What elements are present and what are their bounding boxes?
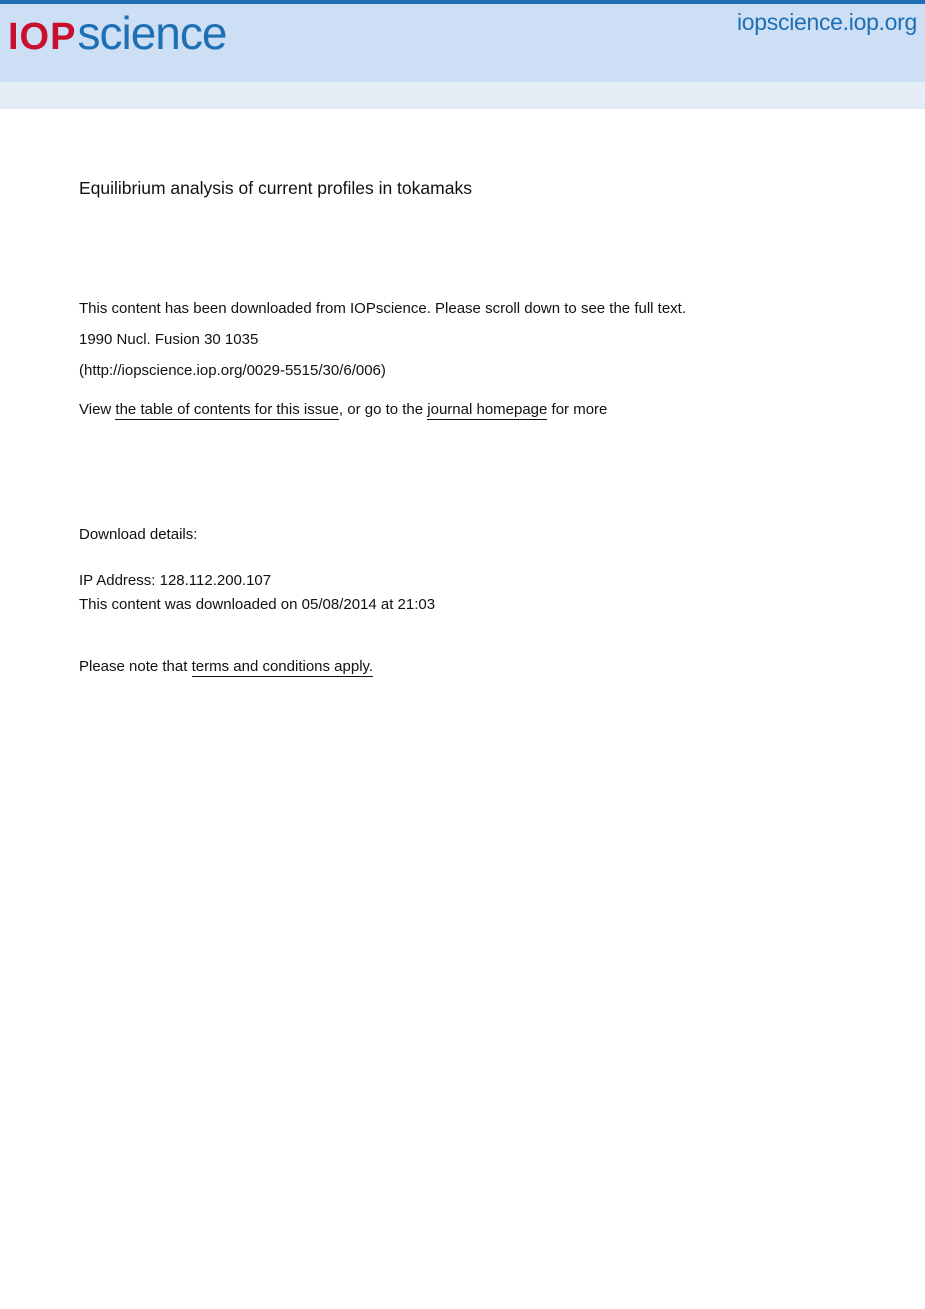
download-timestamp: This content was downloaded on 05/08/2014 at 21:03 [79, 596, 436, 613]
navigation-middle: , or go to the [338, 401, 428, 418]
logo-iop-text: IOP [8, 16, 77, 58]
citation: 1990 Nucl. Fusion 30 1035 [79, 331, 259, 348]
iopscience-logo[interactable] [8, 8, 226, 58]
navigation-prefix: View [79, 401, 116, 418]
download-notice: This content has been downloaded from IOPscience. Please scroll down to see the full text. [79, 300, 687, 317]
terms-line [79, 658, 373, 675]
table-of-contents-link[interactable]: the table of contents for this issue [115, 401, 339, 418]
terms-and-conditions-link[interactable]: terms and conditions apply. [191, 658, 374, 675]
subheader-band [0, 82, 925, 109]
download-details-heading: Download details: [79, 526, 198, 543]
article-title: Equilibrium analysis of current profiles in tokamaks [79, 178, 472, 198]
terms-prefix: Please note that [79, 658, 192, 675]
site-url-link[interactable]: iopscience.iop.org [737, 9, 917, 35]
header-banner [0, 4, 925, 82]
logo-science-text: science [77, 7, 227, 59]
ip-address: IP Address: 128.112.200.107 [79, 572, 272, 589]
navigation-line [79, 401, 607, 418]
journal-homepage-link[interactable]: journal homepage [427, 401, 548, 418]
navigation-suffix: for more [547, 401, 608, 418]
article-url: (http://iopscience.iop.org/0029-5515/30/6/006) [79, 362, 386, 379]
